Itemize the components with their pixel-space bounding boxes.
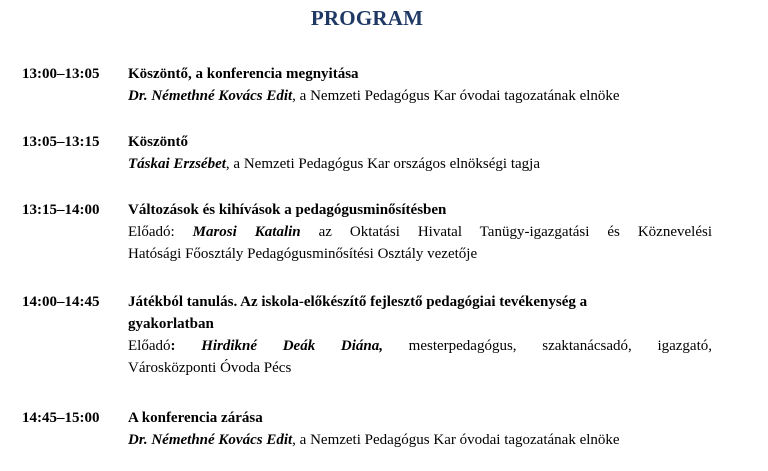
time-slot: 14:00–14:45 bbox=[22, 294, 100, 310]
page-title: PROGRAM bbox=[310, 6, 424, 30]
item-content bbox=[128, 291, 712, 379]
speaker-role-continued: Hatósági Főosztály Pedagógusminősítési Osztály vezetője bbox=[128, 246, 478, 262]
speaker-line bbox=[128, 85, 712, 107]
speaker-role: az Oktatási Hivatal Tanügy-igazgatási és Köznevelési bbox=[300, 224, 712, 240]
item-heading: A konferencia zárása bbox=[128, 410, 263, 426]
speaker-name: Dr. Némethné Kovács Edit bbox=[128, 88, 293, 104]
item-content bbox=[128, 63, 712, 107]
speaker-role: , a Nemzeti Pedagógus Kar óvodai tagozatának elnöke bbox=[292, 432, 620, 448]
item-heading-continued: gyakorlatban bbox=[128, 316, 214, 332]
time-slot: 13:15–14:00 bbox=[22, 202, 100, 218]
item-content bbox=[128, 199, 712, 265]
item-heading: Változások és kihívások a pedagógusminősítésben bbox=[128, 202, 447, 218]
time-slot: 13:00–13:05 bbox=[22, 66, 100, 82]
item-content bbox=[128, 131, 712, 175]
time-slot: 13:05–13:15 bbox=[22, 134, 100, 150]
item-content bbox=[128, 407, 712, 451]
speaker-name: Táskai Erzsébet bbox=[128, 156, 226, 172]
speaker-line bbox=[128, 153, 712, 175]
presenter-label: Előadó bbox=[128, 338, 171, 354]
time-slot: 14:45–15:00 bbox=[22, 410, 100, 426]
speaker-name: Dr. Némethné Kovács Edit bbox=[128, 432, 293, 448]
speaker-line bbox=[128, 429, 712, 451]
speaker-role: mesterpedagógus, szaktanácsadó, igazgató, bbox=[382, 338, 713, 354]
speaker-role: , a Nemzeti Pedagógus Kar óvodai tagozatának elnöke bbox=[292, 88, 620, 104]
speaker-name: Hirdikné Deák Diána, bbox=[201, 338, 383, 354]
speaker-line bbox=[128, 335, 712, 357]
speaker-name: Marosi Katalin bbox=[192, 224, 301, 240]
speaker-role: , a Nemzeti Pedagógus Kar országos elnökségi tagja bbox=[225, 156, 540, 172]
speaker-role-continued: Városközponti Óvoda Pécs bbox=[128, 360, 292, 376]
presenter-label: Előadó: bbox=[128, 224, 193, 240]
speaker-line bbox=[128, 221, 712, 243]
presenter-colon: : bbox=[170, 338, 202, 354]
item-heading: Köszöntő bbox=[128, 134, 188, 150]
item-heading: Játékból tanulás. Az iskola-előkészítő fejlesztő pedagógiai tevékenység a bbox=[128, 294, 588, 310]
item-heading: Köszöntő, a konferencia megnyitása bbox=[128, 66, 359, 82]
